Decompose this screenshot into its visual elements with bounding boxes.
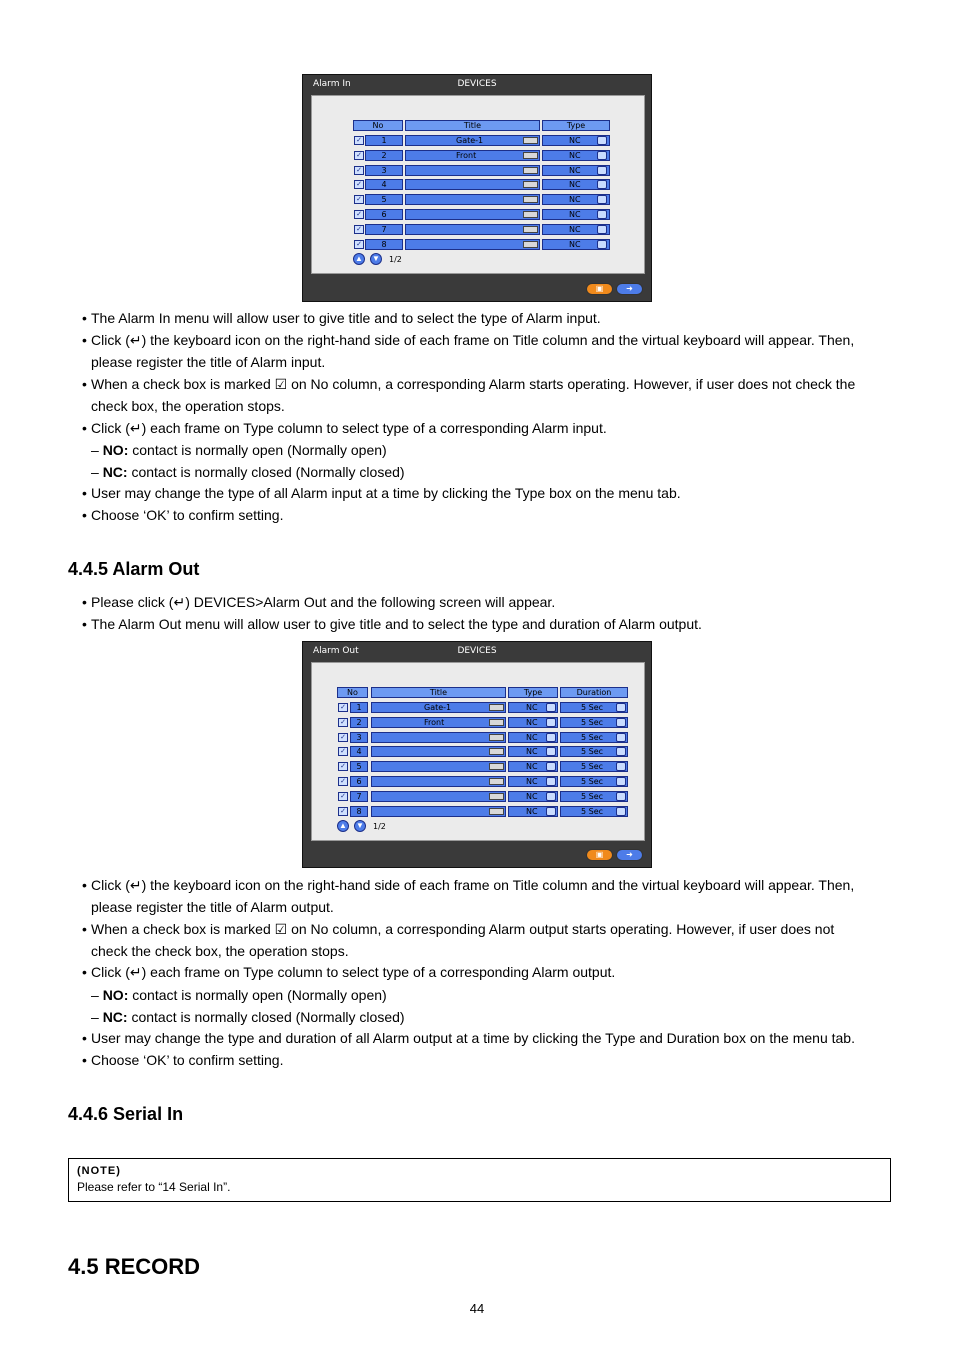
bullet-2: • Click (↵) the keyboard icon on the right-hand side of each frame on Title column and the virtual keyboard will appear. Then, [82,332,855,348]
column-header-type[interactable]: Type [508,687,558,698]
keyboard-icon[interactable] [523,167,538,174]
ok-button[interactable]: ▣ [586,849,613,861]
bullet-6: • Choose ‘OK’ to confirm setting. [82,507,284,523]
checkbox[interactable]: ✓ [354,210,364,219]
cycle-icon[interactable] [546,777,556,786]
checkbox[interactable]: ✓ [354,166,364,175]
heading-4-4-6: 4.4.6 Serial In [68,1104,184,1124]
keyboard-icon[interactable] [489,778,504,785]
exit-button[interactable]: ➜ [616,283,643,295]
checkbox[interactable]: ✓ [338,703,348,712]
keyboard-icon[interactable] [489,704,504,711]
bullet-1: • The Alarm In menu will allow user to give title and to select the type of Alarm input. [82,310,601,326]
checkbox[interactable]: ✓ [338,718,348,727]
row-title-field[interactable]: Gate-1 [371,702,506,713]
row-title-field[interactable] [405,179,540,190]
bullet-9-cont: please register the title of Alarm output. [91,899,334,915]
row-duration[interactable]: 5 Sec [560,806,628,817]
checkbox[interactable]: ✓ [338,747,348,756]
keyboard-icon[interactable] [523,241,538,248]
cycle-icon[interactable] [616,703,626,712]
row-duration[interactable]: 5 Sec [560,746,628,757]
row-duration[interactable]: 5 Sec [560,702,628,713]
row-type[interactable]: NC [542,150,610,161]
bullet-3: • When a check box is marked ☑ on No column, a corresponding Alarm starts operating. However, if user does not check the [82,376,856,392]
sub-nc: – NC: contact is normally closed (Normally closed) [91,464,405,480]
page-indicator: 1/2 [373,822,386,831]
bullet-2-cont: please register the title of Alarm input. [91,354,326,370]
keyboard-icon[interactable] [489,734,504,741]
row-duration[interactable]: 5 Sec [560,732,628,743]
row-duration[interactable]: 5 Sec [560,776,628,787]
keyboard-icon[interactable] [523,152,538,159]
keyboard-icon[interactable] [523,196,538,203]
sub-no: – NO: contact is normally open (Normally open) [91,442,387,458]
cycle-icon[interactable] [616,792,626,801]
checkbox[interactable]: ✓ [354,136,364,145]
heading-4-4-5: 4.4.5 Alarm Out [68,559,200,579]
row-no: 4 [350,746,368,757]
row-no: 6 [350,776,368,787]
row-type[interactable]: NC [508,791,558,802]
row-no: 8 [365,239,403,250]
column-header-no[interactable]: No [337,687,368,698]
bullet-5: • User may change the type of all Alarm input at a time by clicking the Type box on the menu tab. [82,485,681,501]
row-type[interactable]: NC [508,761,558,772]
checkbox[interactable]: ✓ [338,762,348,771]
cycle-icon[interactable] [597,180,607,189]
cycle-icon[interactable] [597,151,607,160]
row-title-field[interactable] [405,209,540,220]
page-indicator: 1/2 [389,255,402,264]
bullet-4: • Click (↵) each frame on Type column to select type of a corresponding Alarm input. [82,420,607,436]
page-down-icon[interactable]: ▼ [354,820,366,832]
cycle-icon[interactable] [616,733,626,742]
cycle-icon[interactable] [597,210,607,219]
column-header-title[interactable]: Title [405,120,540,131]
keyboard-icon[interactable] [489,763,504,770]
keyboard-icon[interactable] [523,226,538,233]
row-no: 5 [350,761,368,772]
bullet-10-cont: check the check box, the operation stops. [91,943,349,959]
row-no: 1 [350,702,368,713]
cycle-icon[interactable] [616,777,626,786]
menu-title: Alarm Out [313,646,359,656]
row-no: 7 [365,224,403,235]
row-no: 2 [365,150,403,161]
cycle-icon[interactable] [616,807,626,816]
row-title-field[interactable] [371,732,506,743]
page-up-icon[interactable]: ▲ [353,253,365,265]
checkbox[interactable]: ✓ [338,777,348,786]
row-type[interactable]: NC [508,702,558,713]
bullet-8: • The Alarm Out menu will allow user to give title and to select the type and duration of Alarm output. [82,616,702,632]
row-type[interactable]: NC [542,135,610,146]
keyboard-icon[interactable] [523,137,538,144]
row-no: 7 [350,791,368,802]
row-no: 8 [350,806,368,817]
cycle-icon[interactable] [597,195,607,204]
keyboard-icon[interactable] [489,719,504,726]
checkbox[interactable]: ✓ [354,240,364,249]
row-type[interactable]: NC [508,806,558,817]
cycle-icon[interactable] [616,762,626,771]
bullet-7: • Please click (↵) DEVICES>Alarm Out and the following screen will appear. [82,594,556,610]
row-type[interactable]: NC [542,179,610,190]
cycle-icon[interactable] [597,240,607,249]
row-no: 2 [350,717,368,728]
row-no: 5 [365,194,403,205]
cycle-icon[interactable] [546,718,556,727]
keyboard-icon[interactable] [489,748,504,755]
cycle-icon[interactable] [616,718,626,727]
screen-header [303,642,651,662]
cycle-icon[interactable] [597,225,607,234]
keyboard-icon[interactable] [489,808,504,815]
page-down-icon[interactable]: ▼ [370,253,382,265]
row-title-field[interactable] [405,224,540,235]
row-type[interactable]: NC [508,732,558,743]
row-title-field[interactable]: Front [371,717,506,728]
page-up-icon[interactable]: ▲ [337,820,349,832]
bullet-9: • Click (↵) the keyboard icon on the right-hand side of each frame on Title column and the virtual keyboard will appear. Then, [82,877,855,893]
bullet-3-cont: check box, the operation stops. [91,398,285,414]
row-title-field[interactable] [405,239,540,250]
cycle-icon[interactable] [546,733,556,742]
bullet-13: • Choose ‘OK’ to confirm setting. [82,1052,284,1068]
cycle-icon[interactable] [546,747,556,756]
row-title-field[interactable] [371,806,506,817]
row-no: 4 [365,179,403,190]
checkbox[interactable]: ✓ [338,733,348,742]
alarm-out-screenshot [302,641,652,868]
row-title-field[interactable] [405,194,540,205]
row-title-field[interactable] [405,165,540,176]
row-type[interactable]: NC [508,717,558,728]
row-duration[interactable]: 5 Sec [560,717,628,728]
note-title: (NOTE) [77,1165,121,1177]
row-title-field[interactable]: Gate-1 [405,135,540,146]
row-title-field[interactable] [371,761,506,772]
cycle-icon[interactable] [616,747,626,756]
row-no: 3 [350,732,368,743]
ok-button[interactable]: ▣ [586,283,613,295]
checkbox[interactable]: ✓ [354,195,364,204]
section-title: DEVICES [457,79,497,89]
row-no: 3 [365,165,403,176]
column-header-duration[interactable]: Duration [560,687,628,698]
keyboard-icon[interactable] [523,211,538,218]
row-title-field[interactable] [371,746,506,757]
row-title-field[interactable] [371,791,506,802]
alarm-in-screenshot [302,74,652,302]
sub-no-2: – NO: contact is normally open (Normally open) [91,987,387,1003]
bullet-10: • When a check box is marked ☑ on No column, a corresponding Alarm output starts operating. However, if user does not [82,921,835,937]
column-header-title[interactable]: Title [371,687,506,698]
row-type[interactable]: NC [542,209,610,220]
exit-button[interactable]: ➜ [616,849,643,861]
cycle-icon[interactable] [597,136,607,145]
column-header-type[interactable]: Type [542,120,610,131]
row-type[interactable]: NC [542,224,610,235]
sub-nc-2: – NC: contact is normally closed (Normally closed) [91,1009,405,1025]
checkbox[interactable]: ✓ [354,151,364,160]
checkbox[interactable]: ✓ [354,225,364,234]
section-title: DEVICES [457,646,497,656]
cycle-icon[interactable] [546,762,556,771]
bullet-11: • Click (↵) each frame on Type column to select type of a corresponding Alarm output. [82,964,616,980]
cycle-icon[interactable] [546,807,556,816]
row-no: 6 [365,209,403,220]
row-type[interactable]: NC [542,194,610,205]
row-title-field[interactable] [371,776,506,787]
cycle-icon[interactable] [597,166,607,175]
screen-header [303,75,651,95]
note-box [68,1158,891,1202]
row-no: 1 [365,135,403,146]
row-title-field[interactable]: Front [405,150,540,161]
row-type[interactable]: NC [542,239,610,250]
checkbox[interactable]: ✓ [338,792,348,801]
cycle-icon[interactable] [546,792,556,801]
row-type[interactable]: NC [542,165,610,176]
heading-4-5: 4.5 RECORD [68,1254,201,1279]
checkbox[interactable]: ✓ [354,180,364,189]
row-duration[interactable]: 5 Sec [560,761,628,772]
column-header-no[interactable]: No [353,120,403,131]
page-number: 44 [469,1301,485,1316]
keyboard-icon[interactable] [489,793,504,800]
row-duration[interactable]: 5 Sec [560,791,628,802]
bullet-12: • User may change the type and duration of all Alarm output at a time by clicking the Type and Duration box on the menu tab. [82,1030,855,1046]
row-type[interactable]: NC [508,746,558,757]
keyboard-icon[interactable] [523,181,538,188]
row-type[interactable]: NC [508,776,558,787]
checkbox[interactable]: ✓ [338,807,348,816]
note-text: Please refer to “14 Serial In”. [77,1180,231,1194]
cycle-icon[interactable] [546,703,556,712]
menu-title: Alarm In [313,79,351,89]
